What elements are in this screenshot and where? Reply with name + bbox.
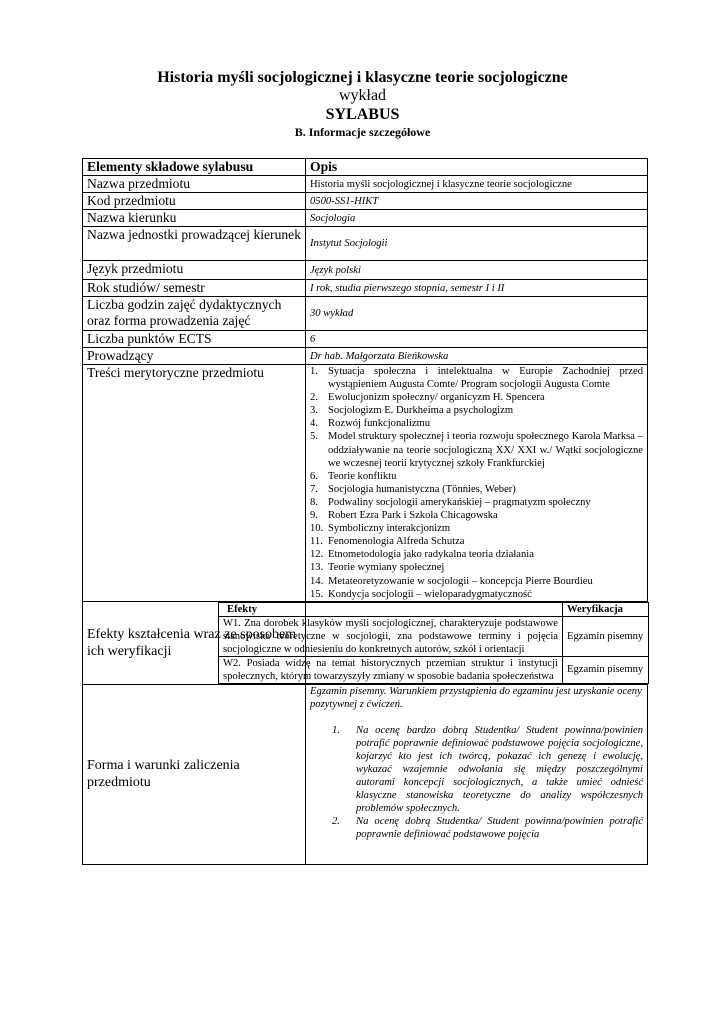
item-text: Model struktury społecznej i teoria rozwoju społecznego Karola Marksa – oddziaływanie na teorie socjologiczną XX/ XXI w./ Wątki socjologiczne we wczesnej teorii krytycznej szkoły Frankfurckiej xyxy=(328,431,643,469)
list-item xyxy=(310,483,643,496)
field-of-study-value: Socjologia xyxy=(306,210,648,227)
effect-text: W1. Zna dorobek klasyków myśli socjologicznej, charakteryzuje podstawowe stanowiska teoretyczne w socjologii, zna podstawowe terminy i pojęcia socjologiczne w odniesieniu do konkretnych autorów, szkół i orientacji xyxy=(219,616,563,656)
table-row xyxy=(83,280,648,297)
document-type: SYLABUS xyxy=(325,106,400,123)
list-item xyxy=(310,365,643,391)
column-header-description: Opis xyxy=(306,159,648,176)
item-text: Na ocenę dobrą Studentka/ Student powinna/powinien potrafić poprawnie definiować podstawowe pojęcia xyxy=(356,815,643,840)
effect-text: W2. Posiada widzę na temat historycznych przemian struktur i instytucji społecznych, którym towarzyszyły zmiany w sposobie badania społeczeństwa xyxy=(219,656,563,683)
verification-value: Egzamin pisemny xyxy=(563,656,649,683)
column-header-elements: Elementy składowe sylabusu xyxy=(83,159,306,176)
forma-row xyxy=(83,684,648,864)
effects-table xyxy=(218,602,649,684)
course-title: Historia myśli socjologicznej i klasyczne teorie socjologiczne xyxy=(157,69,568,86)
item-number: 1. xyxy=(332,724,340,736)
verification-value: Egzamin pisemny xyxy=(563,616,649,656)
list-item xyxy=(310,535,643,548)
list-item xyxy=(310,430,643,469)
list-item xyxy=(310,548,643,561)
list-item xyxy=(310,575,643,588)
list-item xyxy=(310,417,643,430)
item-number: 15. xyxy=(310,588,324,600)
item-text: Fenomenologia Alfreda Schutza xyxy=(328,536,465,548)
syllabus-table xyxy=(82,158,648,865)
criteria-list xyxy=(310,724,643,841)
item-number: 11. xyxy=(310,536,323,548)
forma-intro: Egzamin pisemny. Warunkiem przystąpienia do egzaminu jest uzyskanie oceny pozytywnej z ćwiczeń. xyxy=(310,685,642,710)
topics-list xyxy=(310,365,643,601)
document-header xyxy=(0,68,725,140)
item-number: 8. xyxy=(310,496,318,508)
item-text: Teorie konfliktu xyxy=(328,470,397,482)
topics-label: Treści merytoryczne przedmiotu xyxy=(83,365,306,602)
list-item xyxy=(310,522,643,535)
list-item xyxy=(310,391,643,404)
table-row xyxy=(83,210,648,227)
list-item xyxy=(310,815,643,841)
item-number: 10. xyxy=(310,523,324,535)
forma-label: Forma i warunki zaliczenia przedmiotu xyxy=(83,684,306,864)
table-row xyxy=(83,227,648,261)
list-item xyxy=(310,724,643,815)
effect-row xyxy=(219,616,649,656)
item-text: Socjologizm E. Durkheima a psychologizm xyxy=(328,405,514,417)
row-label: Liczba godzin zajęć dydaktycznych oraz forma prowadzenia zajęć xyxy=(83,297,306,331)
hours-value: 30 wykład xyxy=(306,297,648,331)
item-number: 7. xyxy=(310,483,318,495)
course-code-value: 0500-SS1-HIKT xyxy=(306,193,648,210)
effects-header-row xyxy=(219,602,649,616)
table-row xyxy=(83,348,648,365)
item-number: 6. xyxy=(310,470,318,482)
item-number: 5. xyxy=(310,431,318,443)
item-number: 4. xyxy=(310,418,318,430)
item-number: 2. xyxy=(332,815,340,827)
item-number: 2. xyxy=(310,392,318,404)
forma-cell xyxy=(306,684,648,864)
verification-header: Weryfikacja xyxy=(563,602,649,616)
table-header-row xyxy=(83,159,648,176)
item-number: 1. xyxy=(310,366,318,377)
item-text: Teorie wymiany społecznej xyxy=(328,562,445,574)
item-text: Rozwój funkcjonalizmu xyxy=(328,418,431,430)
item-text: Kondycja socjologii – wieloparadygmatyczność xyxy=(328,588,532,600)
effects-header: Efekty xyxy=(219,602,563,616)
row-label: Prowadzący xyxy=(83,348,306,365)
item-text: Robert Ezra Park i Szkoła Chicagowska xyxy=(328,510,498,522)
course-subtitle: wykład xyxy=(338,87,387,104)
table-row xyxy=(83,193,648,210)
item-text: Podwaliny socjologii amerykańskiej – pragmatyzm społeczny xyxy=(328,496,591,508)
list-item xyxy=(310,588,643,601)
effects-label: Efekty kształcenia wraz ze sposobem ich weryfikacji xyxy=(83,601,306,684)
table-row xyxy=(83,297,648,331)
ects-value: 6 xyxy=(306,331,648,348)
table-row xyxy=(83,331,648,348)
topics-row xyxy=(83,365,648,602)
unit-value: Instytut Socjologii xyxy=(306,227,648,261)
list-item xyxy=(310,496,643,509)
row-label: Liczba punktów ECTS xyxy=(83,331,306,348)
course-name-value: Historia myśli socjologicznej i klasyczne teorie socjologiczne xyxy=(306,176,648,193)
row-label: Kod przedmiotu xyxy=(83,193,306,210)
list-item xyxy=(310,470,643,483)
item-number: 12. xyxy=(310,549,324,561)
table-row xyxy=(83,261,648,280)
item-text: Symboliczny interakcjonizm xyxy=(328,523,451,535)
item-text: Metateoretyzowanie w socjologii – koncepcja Pierre Bourdieu xyxy=(328,575,593,587)
table-row xyxy=(83,176,648,193)
item-text: Na ocenę bardzo dobrą Studentka/ Student powinna/powinien potrafić poprawnie definiować podstawowe pojęcia socjologiczne, kojarzyć kto jest ich twórcą, pokazać ich genezę i ewolucję, wykazać wzajemnie odwołania się między poszczególnymi autorami koncepcji socjologicznych, a także umieć odnieść klasyczne stanowiska teoretyczne do analizy współczesnych problemów społecznych. xyxy=(356,724,643,814)
item-text: Socjologia humanistyczna (Tönnies, Weber) xyxy=(328,483,516,495)
item-text: Etnometodologia jako radykalna teoria działania xyxy=(328,549,534,561)
item-number: 14. xyxy=(310,575,324,587)
row-label: Nazwa przedmiotu xyxy=(83,176,306,193)
item-text: Ewolucjonizm społeczny/ organicyzm H. Spencera xyxy=(328,392,545,404)
item-number: 13. xyxy=(310,562,324,574)
item-text: Sytuacja społeczna i intelektualna w Europie Zachodniej przed wystąpieniem Augusta Comte/ Program socjologii Augusta Comte xyxy=(328,366,643,391)
row-label: Język przedmiotu xyxy=(83,261,306,280)
topics-cell xyxy=(306,365,648,602)
item-number: 9. xyxy=(310,510,318,522)
row-label: Rok studiów/ semestr xyxy=(83,280,306,297)
row-label: Nazwa kierunku xyxy=(83,210,306,227)
language-value: Język polski xyxy=(306,261,648,280)
section-heading: B. Informacje szczegółowe xyxy=(294,125,431,139)
effects-row xyxy=(83,601,648,684)
list-item xyxy=(310,561,643,574)
year-semester-value: I rok, studia pierwszego stopnia, semestr I i II xyxy=(306,280,648,297)
effects-cell xyxy=(223,601,648,684)
effect-row xyxy=(219,656,649,683)
item-number: 3. xyxy=(310,405,318,417)
row-label: Nazwa jednostki prowadzącej kierunek xyxy=(83,227,306,261)
list-item xyxy=(310,509,643,522)
list-item xyxy=(310,404,643,417)
lecturer-value: Dr hab. Małgorzata Bieńkowska xyxy=(306,348,648,365)
